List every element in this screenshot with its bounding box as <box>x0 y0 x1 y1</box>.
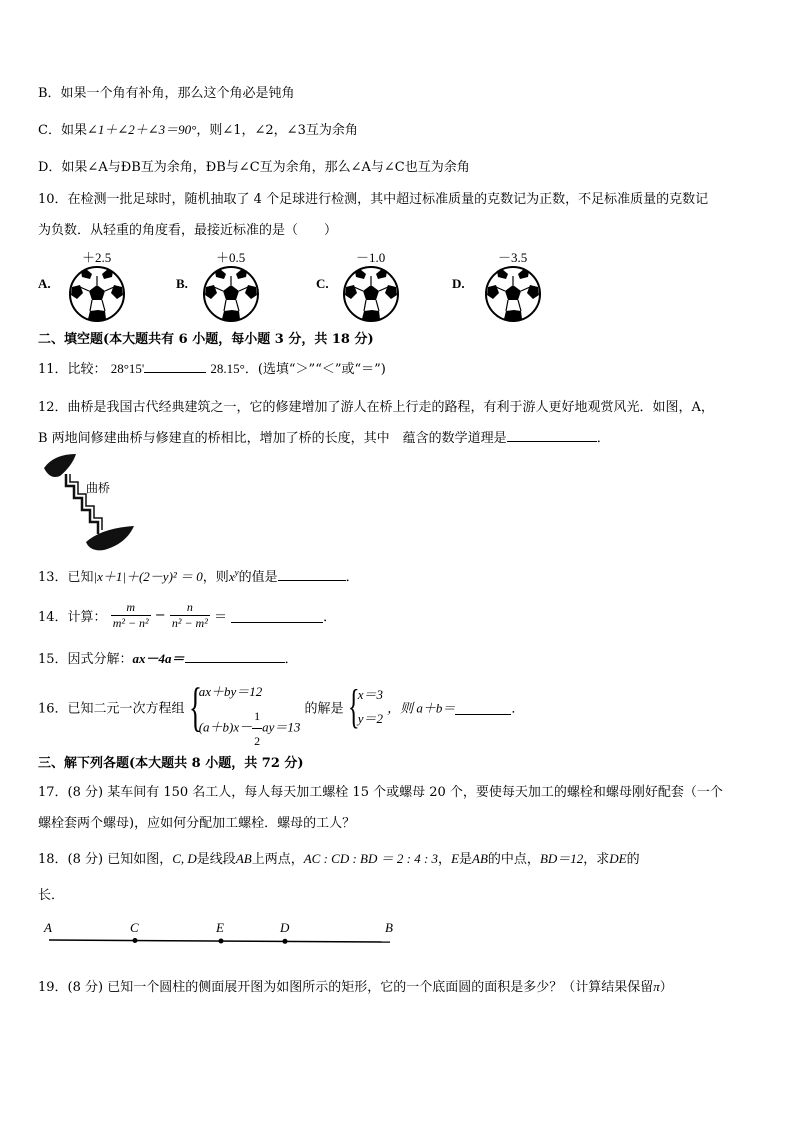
q13-suffix: 的值是 <box>238 570 278 585</box>
q13-expr: |x＋1|＋(2－y)² ＝ 0 <box>93 569 203 584</box>
bank-a-shape <box>44 454 76 477</box>
q10-line1: 10．在检测一批足球时，随机抽取了 4 个足球进行检测，其中超过标准质量的克数记为正数，不足标准质量的克数记 <box>38 192 709 207</box>
soccer-ball-icon <box>202 265 260 323</box>
q16-eq2: (a＋b)x－ $\frac{1}{2}$ ay＝13 <box>199 704 301 753</box>
q14-end: ． <box>323 610 337 625</box>
q12-line2-text: B 两地间修建曲桥与修建直的桥相比，增加了桥的长度，其中 蕴含的数学道理是 <box>38 431 507 446</box>
point-label-c: C <box>130 920 139 935</box>
point-dot-d <box>283 939 288 944</box>
q14-prefix: 14．计算： <box>38 610 107 625</box>
q10-option-value-0: ＋2.5 <box>82 250 112 265</box>
q16-mid: 的解是 <box>304 701 344 717</box>
q13-end: ． <box>345 570 359 585</box>
q13-prefix: 13．已知 <box>38 570 94 585</box>
q13-xy: $x^y$ <box>228 567 239 584</box>
q16-sol1: x＝3 <box>357 687 383 702</box>
q18-line1: 18．(8 分) 已知如图，C, D是线段AB上两点，AC : CD : BD ＝ 2 : 4 : 3，E是AB的中点，BD＝12，求DE的 <box>38 851 640 867</box>
point-dot-c <box>133 938 138 943</box>
q12-line2 <box>38 427 610 446</box>
q14-fraction-1: $\frac{m}{\text{m² − n²}}$ <box>112 600 149 630</box>
q15-prefix: 15．因式分解： <box>38 652 133 667</box>
q14 <box>38 600 336 631</box>
q19 <box>38 976 673 995</box>
q16 <box>38 677 525 748</box>
q11-suffix: ．(选填“＞”“＜”或“＝”) <box>244 362 386 377</box>
q15-expr: ax－4a＝ <box>132 651 185 666</box>
q19-text: 19．(8 分) 已知一个圆柱的侧面展开图为如图所示的矩形，它的一个底面圆的面积是多少？（计算结果保留 <box>38 980 654 995</box>
q10-option-letter-0: A. <box>38 276 51 291</box>
q10-option-value-2: －1.0 <box>356 250 386 265</box>
q19-pi: π <box>653 979 660 994</box>
q11-value-a: 28°15' <box>110 361 145 376</box>
q10-option-letter-3: D. <box>452 276 465 291</box>
bank-b-shape <box>86 526 134 550</box>
soccer-ball-icon <box>68 265 126 323</box>
q16-prefix: 16．已知二元一次方程组 <box>38 701 185 717</box>
q13-answer-blank[interactable] <box>278 566 346 581</box>
q9-option-b: B．如果一个角有补角，那么这个角必是钝角 <box>38 86 295 101</box>
q10-line2: 为负数．从轻重的角度看，最接近标准的是（ ） <box>38 223 338 238</box>
q14-fraction-2: $\frac{n}{\text{n² − m²}}$ <box>171 600 208 630</box>
q16-suffix: ，则 a＋b＝ <box>387 700 456 716</box>
q18-line2: 长． <box>38 888 65 903</box>
section-3-heading: 三、解下列各题(本大题共 8 小题，共 72 分) <box>38 756 304 771</box>
point-label-e: E <box>216 920 224 935</box>
q14-answer-blank[interactable] <box>231 608 323 623</box>
q10-option-letter-2: C. <box>316 276 329 291</box>
q9-option-c-prefix: C．如果 <box>38 123 87 138</box>
q11-prefix: 11．比较： <box>38 362 107 377</box>
q14-equals: ＝ <box>213 610 227 625</box>
q13 <box>38 566 359 585</box>
soccer-ball-icon <box>342 265 400 323</box>
q9-option-c <box>38 119 358 138</box>
q14-minus: − <box>154 608 166 623</box>
q16-eq1: ax＋by＝12 <box>198 684 263 699</box>
point-label-b: B <box>385 920 393 935</box>
section-2-heading: 二、填空题(本大题共有 6 小题，每小题 3 分，共 18 分) <box>38 332 374 347</box>
curved-bridge-label: 曲桥 <box>86 481 111 495</box>
q12-line1: 12．曲桥是我国古代经典建筑之一，它的修建增加了游人在桥上行走的路程，有利于游人更好地观赏风光．如图，A， <box>38 400 714 415</box>
segment-diagram <box>40 918 400 952</box>
q9-option-d: D．如果∠A与ÐB互为余角，ÐB与∠C互为余角，那么∠A与∠C也互为余角 <box>38 160 470 175</box>
q16-sol2: y＝2 <box>357 711 383 726</box>
q10-option-value-1: ＋0.5 <box>216 250 246 265</box>
q15-end: ． <box>284 652 298 667</box>
q16-solution-system: { x＝3 y＝2 <box>347 680 383 733</box>
q11-answer-blank[interactable] <box>144 358 206 373</box>
point-label-d: D <box>280 920 290 935</box>
q10-option-letter-1: B. <box>176 276 188 291</box>
q12-end: ． <box>596 431 610 446</box>
q12-answer-blank[interactable] <box>507 427 597 442</box>
point-dot-e <box>219 939 224 944</box>
q11-value-b: 28.15° <box>210 361 245 376</box>
q16-equation-system: { ax＋by＝12 (a＋b)x－ $\frac{1}{2}$ ay＝13 <box>189 680 301 734</box>
q15 <box>38 648 298 667</box>
curved-bridge-figure <box>42 452 142 554</box>
soccer-ball-icon <box>484 265 542 323</box>
q9-option-c-mid: ，则∠1，∠2，∠3互为余角 <box>196 123 358 138</box>
q10-option-value-3: －3.5 <box>498 250 528 265</box>
q15-answer-blank[interactable] <box>185 648 285 663</box>
q19-end: ） <box>659 980 673 995</box>
q17-line2: 螺栓套两个螺母)，应如何分配加工螺栓．螺母的工人？ <box>38 816 356 831</box>
q17-line1: 17．(8 分) 某车间有 150 名工人，每人每天加工螺栓 15 个或螺母 20 个，要使每天加工的螺栓和螺母刚好配套（一个 <box>38 785 723 800</box>
point-label-a: A <box>44 920 52 935</box>
q16-answer-blank[interactable] <box>455 700 511 715</box>
q11 <box>38 358 386 377</box>
q9-option-c-expr: ∠1＋∠2＋∠3＝90° <box>86 122 197 137</box>
q16-end: ． <box>511 701 525 717</box>
q13-mid: ，则 <box>202 570 229 585</box>
